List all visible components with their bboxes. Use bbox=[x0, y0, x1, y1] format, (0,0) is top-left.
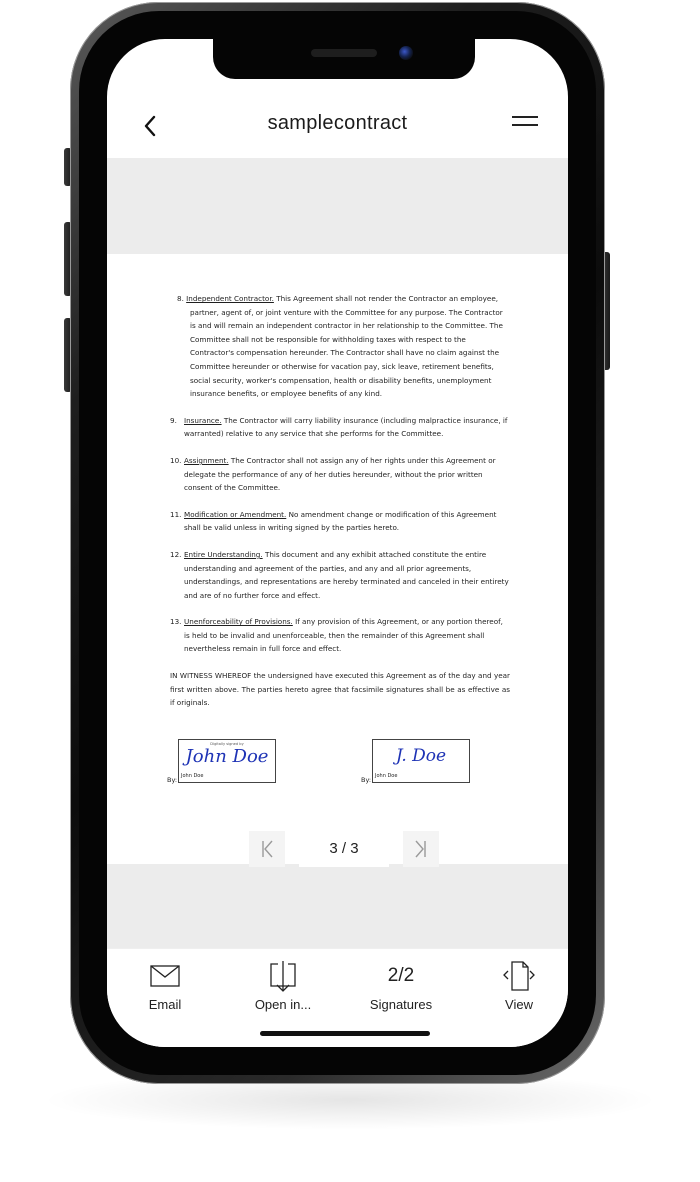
clause-12 bbox=[170, 548, 510, 602]
signatures-button[interactable] bbox=[356, 959, 446, 1012]
clause-11 bbox=[170, 508, 510, 535]
signatures-label: Signatures bbox=[369, 997, 433, 1012]
page-counter: 3 / 3 bbox=[299, 831, 389, 867]
hamburger-icon bbox=[512, 116, 538, 118]
clause-8 bbox=[170, 292, 510, 401]
signer-name: John Doe bbox=[181, 773, 204, 779]
front-camera bbox=[399, 46, 413, 60]
clause-heading: Assignment. bbox=[184, 455, 229, 465]
clause-number: 11. bbox=[170, 509, 182, 519]
page-title: samplecontract bbox=[267, 112, 408, 134]
clause-body: This document and any exhibit attached constitute the entire understanding and agreement of the parties, and any and all prior agreements, understandings, and representations are hereby terminated and canceled in their entirety and are of no further force and effect. bbox=[184, 549, 509, 600]
hamburger-icon-line bbox=[512, 124, 538, 126]
home-indicator[interactable] bbox=[260, 1031, 430, 1036]
email-button[interactable] bbox=[120, 959, 210, 1012]
document-page bbox=[107, 254, 568, 864]
phone-frame bbox=[70, 2, 605, 1084]
clause-heading: Unenforceability of Provisions. bbox=[184, 617, 293, 627]
clause-body: If any provision of this Agreement, or any portion thereof, is held to be invalid and unenforceable, then the remainder of this Agreement shall nevertheless remain in full force and effect. bbox=[184, 617, 503, 654]
view-button[interactable] bbox=[474, 959, 564, 1012]
contract-text bbox=[170, 292, 510, 710]
clause-heading: Insurance. bbox=[184, 415, 222, 425]
clause-body: The Contractor shall not assign any of her rights under this Agreement or delegate the performance of any of her duties hereunder, without the prior written consent of the Committee. bbox=[184, 455, 496, 493]
by-label: By: bbox=[361, 776, 372, 784]
witness-paragraph: IN WITNESS WHEREOF the undersigned have executed this Agreement as of the day and year first written above. The parties hereto agree that facsimile signatures shall be as effective as if originals. bbox=[170, 671, 510, 708]
earpiece-speaker bbox=[311, 49, 377, 57]
signature-field[interactable] bbox=[372, 739, 470, 783]
clause-10 bbox=[170, 454, 510, 495]
digital-stamp: Digitally signed by bbox=[210, 742, 244, 746]
page-navigator bbox=[107, 831, 568, 867]
signature-field[interactable] bbox=[178, 739, 276, 783]
clause-number: 12. bbox=[170, 549, 182, 559]
email-label: Email bbox=[148, 997, 182, 1012]
clause-heading: Modification or Amendment. bbox=[184, 509, 287, 519]
menu-button[interactable] bbox=[512, 113, 542, 137]
handwritten-signature: J. Doe bbox=[395, 746, 447, 766]
clause-heading: Independent Contractor. bbox=[186, 294, 274, 303]
open-in-label: Open in... bbox=[254, 997, 312, 1012]
clause-body: This Agreement shall not render the Contractor an employee, partner, agent of, or joint venture with the Committee for any purpose. The Contractor is and will remain an independent contractor in her relationship to the Committee. The Committee shall not be responsible for withholding taxes with respect to the Contractor's compensation hereunder. The Contractor shall have no claim against the Committee hereunder or otherwise for vacation pay, sick leave, retirement benefits, social security, worker's compensation, health or disability benefits, unemployment insurance benefits, or employee benefits of any kind. bbox=[190, 294, 503, 399]
clause-body: No amendment change or modification of this Agreement shall be valid unless in writing signed by the parties hereto. bbox=[184, 509, 497, 533]
clause-body: The Contractor will carry liability insurance (including malpractice insurance, if warranted) relative to any service that she performs for the Committee. bbox=[184, 415, 508, 439]
by-label: By: bbox=[167, 776, 178, 784]
clause-13 bbox=[170, 615, 510, 656]
signature-row bbox=[167, 739, 487, 799]
clause-number: 9. bbox=[170, 415, 177, 425]
share-download-icon bbox=[269, 959, 297, 993]
last-page-icon bbox=[414, 839, 428, 859]
view-label: View bbox=[505, 997, 533, 1012]
clause-heading: Entire Understanding. bbox=[184, 549, 263, 559]
envelope-icon bbox=[150, 965, 180, 987]
clause-number: 13. bbox=[170, 617, 182, 627]
open-in-button[interactable] bbox=[238, 959, 328, 1012]
handwritten-signature: John Doe bbox=[185, 746, 269, 767]
signatures-count: 2/2 bbox=[387, 965, 415, 986]
signer-name: John Doe bbox=[375, 773, 398, 779]
nav-header bbox=[107, 99, 568, 157]
phone-bezel bbox=[79, 11, 596, 1075]
last-page-button[interactable] bbox=[403, 831, 439, 867]
first-page-icon bbox=[260, 839, 274, 859]
clause-number: 8. bbox=[177, 294, 184, 303]
document-view-icon bbox=[502, 960, 536, 992]
clause-number: 10. bbox=[170, 455, 182, 465]
clause-9 bbox=[170, 414, 510, 441]
notch bbox=[213, 39, 475, 79]
screen bbox=[107, 39, 568, 1047]
document-viewer[interactable] bbox=[107, 158, 568, 958]
first-page-button[interactable] bbox=[249, 831, 285, 867]
